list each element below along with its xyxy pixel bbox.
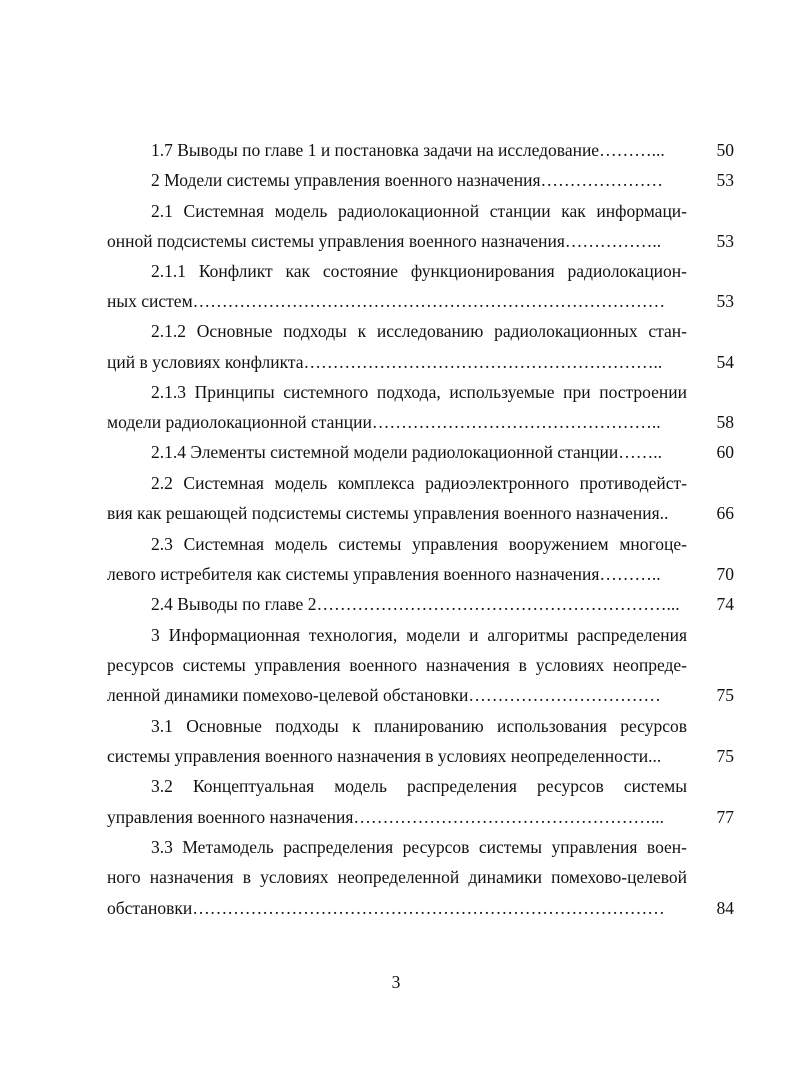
toc-entry-2-1-2-line1: 2.1.2 Основные подходы к исследованию радиолокационных стан- bbox=[151, 321, 687, 341]
toc-page-number: 50 bbox=[716, 140, 734, 160]
toc-entry-2-3-line1: 2.3 Системная модель системы управления вооружением многоце- bbox=[151, 534, 687, 554]
toc-entry-2-1-1-line1: 2.1.1 Конфликт как состояние функционирования радиолокацион- bbox=[151, 261, 687, 281]
toc-page-number: 75 bbox=[716, 685, 734, 705]
toc-entry-2-2-line2: вия как решающей подсистемы системы управления военного назначения.. bbox=[107, 503, 669, 523]
page-number: 3 bbox=[391, 972, 401, 992]
toc-page-number: 75 bbox=[716, 746, 734, 766]
toc-entry-3-3-line3: обстановки……………………………………………………………………… bbox=[107, 898, 665, 918]
toc-page-number: 60 bbox=[716, 442, 734, 462]
toc-entry-1-7: 1.7 Выводы по главе 1 и постановка задачи на исследование………... bbox=[151, 140, 665, 160]
toc-entry-3-3-line2: ного назначения в условиях неопределенной динамики помехово-целевой bbox=[107, 867, 687, 887]
toc-page-number: 77 bbox=[716, 807, 734, 827]
toc-entry-2-1-2-line2: ций в условиях конфликта…………………………………………………….. bbox=[107, 352, 663, 372]
toc-page-number: 58 bbox=[716, 412, 734, 432]
toc-page-number: 53 bbox=[716, 291, 734, 311]
toc-page-number: 70 bbox=[716, 564, 734, 584]
toc-entry-3-line2: ресурсов системы управления военного назначения в условиях неопреде- bbox=[107, 655, 687, 675]
toc-entry-3-2-line2: управления военного назначения……………………………………………... bbox=[107, 807, 664, 827]
toc-entry-3-line1: 3 Информационная технология, модели и алгоритмы распределения bbox=[151, 625, 687, 645]
toc-entry-3-3-line1: 3.3 Метамодель распределения ресурсов системы управления воен- bbox=[151, 837, 687, 857]
toc-page-number: 74 bbox=[716, 594, 734, 614]
toc-entry-2-3-line2: левого истребителя как системы управления военного назначения……….. bbox=[107, 564, 661, 584]
toc-page-number: 66 bbox=[716, 503, 734, 523]
toc-page-number: 53 bbox=[716, 231, 734, 251]
toc-entry-2-1-4: 2.1.4 Элементы системной модели радиолокационной станции…….. bbox=[151, 442, 662, 462]
toc-entry-2-1-3-line2: модели радиолокационной станции………………………………………….. bbox=[107, 412, 661, 432]
toc-entry-2-1-line1: 2.1 Системная модель радиолокационной станции как информаци- bbox=[151, 201, 687, 221]
toc-page-number: 84 bbox=[716, 898, 734, 918]
toc-entry-2-2-line1: 2.2 Системная модель комплекса радиоэлектронного противодейст- bbox=[151, 473, 687, 493]
toc-page-number: 53 bbox=[716, 170, 734, 190]
toc-entry-3-1-line1: 3.1 Основные подходы к планированию использования ресурсов bbox=[151, 716, 687, 736]
toc-entry-2-1-1-line2: ных систем……………………………………………………………………… bbox=[107, 291, 666, 311]
toc-entry-2: 2 Модели системы управления военного назначения………………… bbox=[151, 170, 664, 190]
toc-entry-3-2-line1: 3.2 Концептуальная модель распределения ресурсов системы bbox=[151, 776, 687, 796]
toc-page-number: 54 bbox=[716, 352, 734, 372]
toc-entry-3-line3: ленной динамики помехово-целевой обстановки…………………………… bbox=[107, 685, 661, 705]
toc-entry-2-1-3-line1: 2.1.3 Принципы системного подхода, используемые при построении bbox=[151, 382, 687, 402]
toc-entry-3-1-line2: системы управления военного назначения в условиях неопределенности... bbox=[107, 746, 662, 766]
toc-entry-2-1-line2: онной подсистемы системы управления военного назначения…………….. bbox=[107, 231, 662, 251]
toc-entry-2-4: 2.4 Выводы по главе 2……………………………………………………... bbox=[151, 594, 680, 614]
